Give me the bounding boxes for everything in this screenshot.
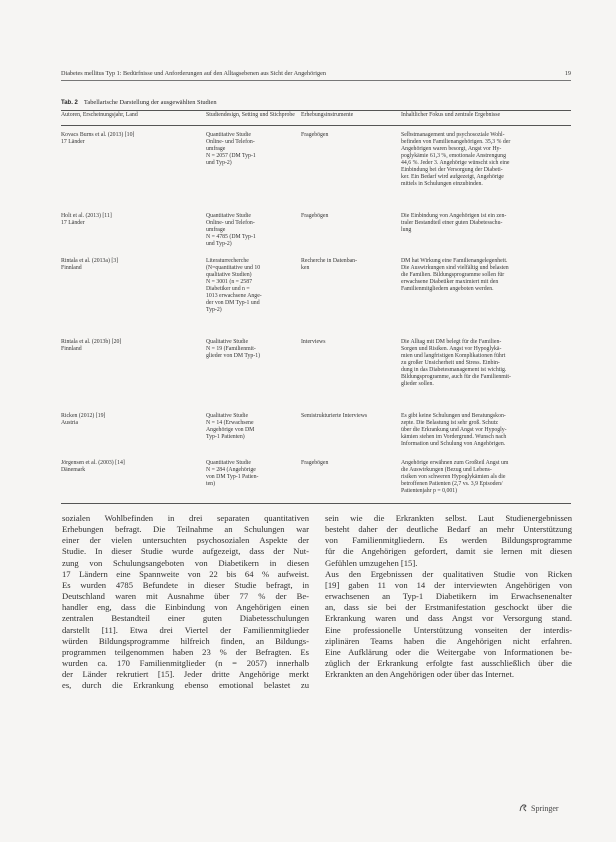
table-cell [301, 460, 393, 467]
body-text-line: Es wurden 4785 Befundete in dieser Studie befragt, in [62, 579, 309, 590]
table-cell-line: Die Alltag mit DM belegt für die Familien- [401, 339, 502, 345]
table-cell [301, 413, 393, 420]
table-cell-line: qualitative Studien) [206, 272, 252, 278]
body-text-line: würden Bildungsprogramme hilfreich finden, an Bildungs- [62, 635, 309, 646]
table-cell-line: 17 Länder [61, 139, 85, 145]
running-head-title: Diabetes mellitus Typ 1: Bedürfnisse und Anforderungen auf den Alltagsebenen aus Sicht der Angehörigen [61, 70, 326, 77]
table-cell-line: Einbindung bei der Versorgung der Diabeti- [401, 167, 503, 173]
table-cell-line: DM hat Wirkung eine Familienangelegenheit. [401, 258, 508, 264]
table-cell-line: Interviews [301, 339, 326, 345]
table-cell-line: N = 284 (Angehörige [206, 467, 256, 473]
table-cell [61, 258, 199, 272]
table-cell-line: risiken von schweren Hypoglykämien als die [401, 474, 506, 480]
table-cell-line: von DM Typ-1 Patien- [206, 474, 259, 480]
table-cell-line: umfrage [206, 227, 226, 233]
table-cell [61, 413, 199, 427]
table-cell [401, 258, 571, 293]
table-cell-line: Fragebögen [301, 213, 329, 219]
table-cell-line: Semistrukturierte Interviews [301, 413, 368, 419]
body-text-line: es, durch die Erkrankung ebenso emotional belastet zu [62, 680, 309, 691]
table-cell-line: Diabetiker und n = [206, 286, 250, 292]
table-cell-line: Sorgen und Risiken. Angst vor Hypoglykä- [401, 346, 502, 352]
page-number: 19 [564, 70, 571, 77]
body-text-line: handler eng, dass die Einbindung von Angehörigen einen [62, 602, 309, 613]
table-cell-line: Literaturrecherche [206, 258, 249, 264]
table-header-row [61, 112, 571, 126]
table-cell-line: N = 4785 (DM Typ-1 [206, 234, 256, 240]
body-text-line: zung von Schulungsangeboten von Diabetikern in diesen [62, 557, 309, 568]
table-cell [401, 460, 571, 495]
body-text-line: sein wie die Erkrankten selbst. Laut Studienergebnissen [325, 513, 572, 523]
body-text-line: züglich der Erkrankung erfolgte fast ausschließlich über die [325, 658, 572, 669]
table-cell-line: Rintala et al. (2013b) [20] [61, 339, 122, 345]
table-cell-line: N = 2057 (DM Typ-1 [206, 153, 256, 159]
body-text-line: 17 Ländern eine Spannweite von 22 bis 64 % aufweist. [62, 568, 309, 579]
body-text-line: Gefühlen umzugehen [15]. [325, 557, 418, 568]
table-cell [61, 132, 199, 146]
body-text-line: darstellt [11]. Etwa drei Viertel der Familienmitglieder [62, 624, 309, 635]
table-cell-line: und Typ-2) [206, 241, 232, 247]
table-cell [206, 460, 298, 488]
table-cell-line: und Typ-2) [206, 160, 232, 166]
table-cell-line: Die Einbindung von Angehörigen ist ein zen- [401, 213, 507, 219]
table-cell-line: Angehörige von DM [206, 427, 255, 433]
table-cell-line: über die Erkrankung und Angst vor Hypogly- [401, 427, 507, 433]
table-cell-line: 44,6 %. Jeder 3. Angehörige wünscht sich eine [401, 160, 510, 166]
body-text-line: Eine professionelle Unterstützung vonseiten der interdis- [325, 624, 572, 635]
table-cell-line: Online- und Telefon- [206, 139, 255, 145]
body-text-line: für die Angehörigen gefordert, damit sie lernen mit diesen [325, 546, 572, 557]
table-cell-line: kämien stehen im Vordergrund. Wunsch nach [401, 434, 507, 440]
table-cell-line: (N=quantitative und 10 [206, 265, 261, 271]
table-label: Tab. 2 [61, 100, 78, 106]
table-cell-line: Die Auswirkungen sind vielfältig und belasten [401, 265, 509, 271]
table-cell-line: Ricken (2012) [19] [61, 413, 106, 419]
table-cell [61, 460, 199, 474]
table-cell-line: befinden von Familienangehörigen. 35,3 % der [401, 139, 511, 145]
table-cell-line: Qualitative Studie [206, 413, 249, 419]
table-cell [301, 132, 393, 139]
body-text-line: einer der vielen untersuchten psychosozialen Aspekte der [62, 535, 309, 546]
springer-horse-icon [518, 803, 528, 813]
table-cell-line: N = 19 (Familienmit- [206, 346, 256, 352]
table-cell-line: Fragebögen [301, 460, 329, 466]
table-cell-line: die Auswirkungen (Bezug und Lebens- [401, 467, 492, 473]
table-cell [206, 213, 298, 248]
body-text-line: zentralen Bestandteil einer guten Diabetesschulungen [62, 613, 309, 624]
table-caption-text: Tabellarische Darstellung der ausgewählten Studien [83, 99, 217, 106]
body-text-line: [19] gaben 11 von 14 der interviewten Angehörigen von [325, 579, 572, 590]
table-header-cell: Inhaltlicher Fokus und zentrale Ergebnisse [401, 112, 501, 118]
running-head-rule [61, 80, 571, 81]
table-cell-line: der von DM Typ-1 und [206, 300, 260, 306]
table-header-rule [61, 125, 571, 126]
table-cell-line: ker. Ein Bedarf wird aufgezeigt, Angehörige [401, 174, 504, 180]
table-cell-line: Jörgensen et al. (2003) [14] [61, 460, 125, 466]
table-cell-line: die Familien. Bildungsprogramme sollen für [401, 272, 505, 278]
table-cell-line: 1013 erwachsene Ange- [206, 293, 262, 299]
table-cell-line: Finnland [61, 265, 82, 271]
table-cell [301, 213, 393, 220]
table-cell [206, 132, 298, 167]
table-cell-line: N = 14 (Erwachsene [206, 420, 254, 426]
table-caption [61, 99, 571, 106]
table-cell-line: zu großer Unsicherheit und Stress. Einbin- [401, 360, 500, 366]
table-cell-line: Familienmitgliedern angeboten werden. [401, 286, 494, 292]
table-cell [401, 339, 571, 388]
body-text-line: Eine Aufklärung oder die Weitergabe von Informationen be- [325, 646, 572, 657]
table-cell [401, 132, 571, 188]
table-cell-line: Kovacs Burns et al. (2013) [10] [61, 132, 135, 138]
body-text-right-column [325, 513, 572, 680]
table-cell-line: erwachsene Diabetiker maximiert mit den [401, 279, 499, 285]
table-cell-line: Angehörigen waren besorgt, Angst vor Hy- [401, 146, 502, 152]
table-cell [301, 258, 393, 272]
body-text-line: an, dass sie bei der Erstmanifestation geschockt über die [325, 602, 572, 613]
table-cell-line: Bildungsprogramme, auch für die Familienmit- [401, 374, 511, 380]
body-text-line: sozialen Wohlbefinden in drei separaten quantitativen [62, 513, 309, 523]
table-cell-line: Quantitative Studie [206, 460, 251, 466]
table-cell-line: dung in das Diabetesmanagement ist wichtig. [401, 367, 507, 373]
table-cell-line: ken [301, 265, 310, 271]
table-cell-line: Quantitative Studie [206, 213, 251, 219]
table-cell-line: N = 3001 (n = 2587 [206, 279, 252, 285]
table-header-cell: Autoren, Erscheinungsjahr, Land [61, 112, 138, 118]
body-text-line: Aus den Ergebnissen der qualitativen Studie von Ricken [325, 568, 572, 579]
body-text-line: programmen teilgenommen haben 23 % der Befragten. Es [62, 646, 309, 657]
body-text-line: Erhebungen befragt. Die Teilnahme an Schulungen war [62, 524, 309, 535]
table-cell [401, 213, 571, 234]
table-cell-line: glieder von DM Typ-1) [206, 353, 261, 359]
table-cell-line: mien und langfristigen Komplikationen führt [401, 353, 506, 359]
table-cell-line: Qualitative Studie [206, 339, 249, 345]
table-cell [301, 339, 393, 346]
table-cell-line: Patientenjahr p = 0,001) [401, 488, 458, 494]
table-cell-line: Angehörige erwähnen zum Großteil Angst um [401, 460, 509, 466]
table-header-cell: Studiendesign, Setting und Stichprobe [206, 112, 295, 118]
publisher-name: Springer [531, 803, 559, 813]
table-top-rule [61, 110, 571, 111]
table-cell-line: betroffenen Patienten (2,7 vs. 3,9 Episoden/ [401, 481, 503, 487]
body-text-left-column [62, 513, 309, 692]
table-cell [401, 413, 571, 448]
table-cell-line: glieder sollen. [401, 381, 434, 387]
body-text-line: von Familienmitgliedern. Es werden Bildungsprogramme [325, 535, 572, 546]
body-text-line: der Länder rekrutiert [15]. Jeder dritte Angehörige merkt [62, 669, 309, 680]
table-cell [206, 339, 298, 360]
table-cell-line: Holt et al. (2013) [11] [61, 213, 112, 219]
table-cell [61, 339, 199, 353]
table-cell [61, 213, 199, 227]
table-cell-line: traler Bestandteil einer guten Diabetesschu- [401, 220, 503, 226]
body-text-line: erwachsenen an Typ-1 Diabetikern im Erwachsenenalter [325, 591, 572, 602]
table-header-cell: Erhebungsinstrumente [301, 112, 354, 118]
table-cell-line: Finnland [61, 346, 82, 352]
table-cell-line: mittels in Schulungen einzubinden. [401, 181, 483, 187]
table-cell-line: Information und Schulung von Angehörigen. [401, 441, 506, 447]
table-cell [206, 413, 298, 441]
table-cell-line: 17 Länder [61, 220, 85, 226]
body-text-line: Erkrankten an den Angehörigen oder über das Internet. [325, 669, 514, 680]
body-text-line: Deutschland waren mit Ausnahme über 77 % der Be- [62, 591, 309, 602]
table-cell-line: lung [401, 227, 412, 233]
running-head [61, 70, 571, 77]
table-cell-line: Fragebögen [301, 132, 329, 138]
table-cell [206, 258, 298, 314]
table-cell-line: Typ-2) [206, 307, 222, 313]
body-text-line: Erkrankung waren und dass Angst vor Versorgung stand. [325, 613, 572, 624]
body-text-line: wurden ca. 170 Familienmitglieder (n = 2057) innerhalb [62, 658, 309, 669]
table-cell-line: Typ-1 Patienten) [206, 434, 245, 440]
table-cell-line: Es gibt keine Schulungen und Beratungskon- [401, 413, 506, 419]
table-cell-line: poglykämie 61,3 %, emotionale Anstrengung [401, 153, 506, 159]
table-bottom-rule [61, 503, 571, 504]
body-text-line: Studie. In dieser Studie wurde aufgezeigt, dass der Nut- [62, 546, 309, 557]
table-cell-line: Dänemark [61, 467, 86, 473]
table-cell-line: Recherche in Datenban- [301, 258, 358, 264]
table-cell-line: Rintala et al. (2013a) [3] [61, 258, 119, 264]
body-text-line: besteht daher der deutliche Bedarf an mehr Unterstützung [325, 524, 572, 535]
table-cell-line: umfrage [206, 146, 226, 152]
publisher-logo [518, 803, 559, 813]
table-cell-line: Austria [61, 420, 79, 426]
table-cell-line: Quantitative Studie [206, 132, 251, 138]
table-cell-line: Online- und Telefon- [206, 220, 255, 226]
table-cell-line: Selbstmanagement und psychosoziale Wohl- [401, 132, 505, 138]
table-cell-line: ten) [206, 481, 216, 487]
table-cell-line: zepte. Die Belastung ist sehr groß. Schutz [401, 420, 498, 426]
body-text-line: ziplinären Teams haben die Angehörigen nicht erfahren. [325, 635, 572, 646]
